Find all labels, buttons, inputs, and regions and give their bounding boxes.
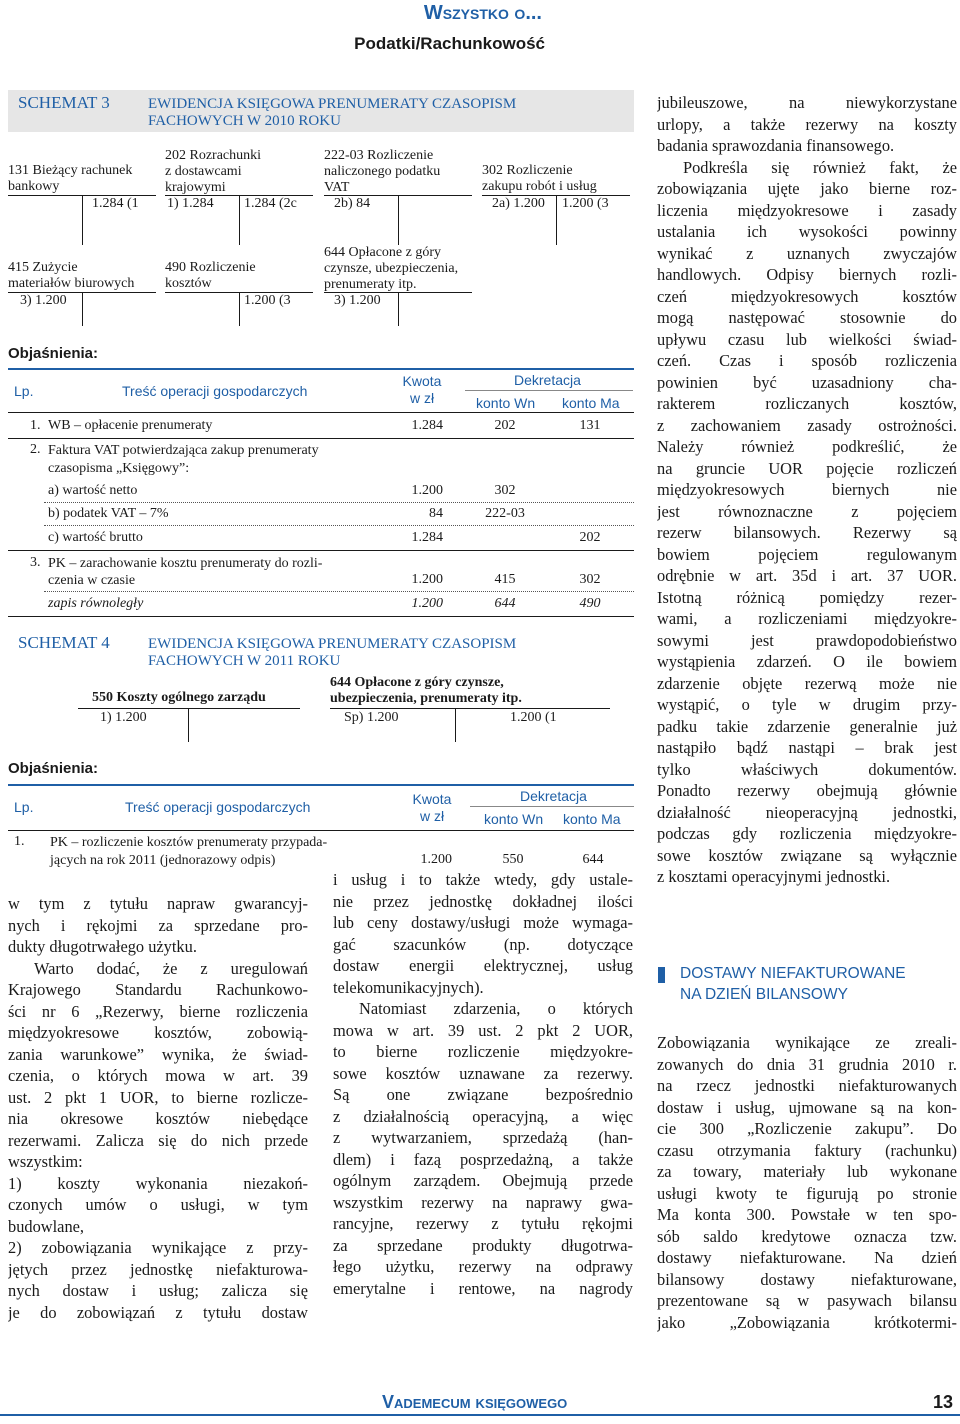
section-marker	[658, 967, 665, 983]
account-644: 644 Opłacone z góry czynsze, ubezpieczenia, prenumeraty itp.	[324, 245, 459, 292]
text-line: nie przez jednostkę dokładnej ilości	[333, 891, 633, 911]
text-line: emerytalne i rentowe, na nagrody	[333, 1278, 633, 1298]
account-644b: 644 Opłacone z góry czynsze, ubezpieczenia, prenumeraty itp.	[330, 675, 522, 706]
text-line: sowe kosztów związane są wyłącznie	[657, 845, 957, 865]
t415-debit: 3) 1.200	[20, 293, 67, 308]
t3-r2-text: Faktura VAT potwierdzająca zakup prenumeraty czasopisma „Księgowy”:	[48, 443, 319, 476]
table4-h-lp: Lp.	[14, 799, 34, 815]
account-131: 131 Bieżący rachunek bankowy	[8, 163, 133, 194]
table3-bottom-rule	[8, 616, 634, 617]
text-line: za towary, materiały lub wykonane	[657, 1162, 957, 1181]
text-line: Podkreśla się również fakt, że	[683, 157, 957, 177]
t4-r1-kwota: 1.200	[420, 852, 452, 867]
text-line: Warto dodać, że z uregulowań	[34, 958, 308, 978]
text-line: badania sprawozdania finansowego.	[657, 136, 895, 155]
t3-r1-kwota: 1.284	[411, 418, 443, 433]
text-line: z kosztami operacyjnymi jednostki.	[657, 867, 891, 886]
t-account-415-mid	[82, 292, 83, 326]
schemat3-label: SCHEMAT 3	[18, 93, 110, 112]
text-line: upływu czasu lub wielkości świad-	[657, 329, 957, 349]
schemat4-title: EWIDENCJA KSIĘGOWA PRENUMERATY CZASOPISM FACHOWYCH W 2011 ROKU	[148, 636, 517, 669]
t3-r1-lp: 1.	[30, 418, 41, 433]
t4-r1-wn: 550	[502, 852, 524, 867]
t3-r3-wn: 415	[494, 572, 516, 587]
t3-r3-text: PK – zarachowanie kosztu prenumeraty do rozli- czenia w czasie	[48, 556, 323, 588]
table4-h-wn: konto Wn	[484, 811, 544, 827]
text-line: dostaw energii elektrycznej, usług	[333, 956, 633, 975]
t202-debit: 1) 1.284	[167, 196, 214, 211]
t302-credit: 1.200 (3	[562, 196, 609, 211]
text-line: Krajowego Standardu Rachunkowo-	[8, 980, 308, 999]
t3-r2c-ma: 202	[579, 530, 601, 545]
t302-debit: 2a) 1.200	[492, 196, 545, 211]
text-line: podczas gdy rozliczenia międzyokre-	[657, 824, 957, 843]
text-line: Ma konta 300. Powstałe w ten spo-	[657, 1205, 957, 1224]
section-heading: DOSTAWY NIEFAKTUROWANE NA DZIEŃ BILANSOWY	[680, 965, 906, 1003]
t131-credit: 1.284 (1	[92, 196, 139, 211]
text-line: zowanych do dnia 31 grudnia 2010 r.	[657, 1054, 957, 1074]
table4-dek-rule	[470, 806, 634, 807]
t-account-644b-top	[330, 708, 610, 709]
text-line: na rzecz jednostki niefakturowanych	[657, 1076, 957, 1095]
t222-debit: 2b) 84	[334, 196, 371, 211]
text-line: czeń międzyokresowych kosztów	[657, 286, 957, 306]
account-490: 490 Rozliczenie kosztów	[165, 260, 256, 291]
text-line: zobowiązania ujęte jako bierne roz-	[657, 179, 957, 198]
t4-r1-lp: 1.	[14, 834, 25, 849]
text-line: usługi kwoty te figurują po stronie	[657, 1183, 957, 1203]
text-line: cie 300 „Rozliczenie zakupu”. Do	[657, 1119, 957, 1138]
t3-r3z-kwota: 1.200	[411, 596, 443, 611]
text-line: rancyjne, rezerwy z tytułu rękojmi	[333, 1214, 633, 1233]
text-line: wszystkim rezerwy na naprawy gwa-	[333, 1192, 633, 1212]
text-line: jubileuszowe, na niewykorzystane	[657, 93, 957, 112]
text-line: Istotną różnicą pomiędzy rezer-	[657, 587, 957, 607]
account-202: 202 Rozrachunki z dostawcami krajowymi	[165, 148, 262, 195]
t3-r3-kwota: 1.200	[411, 572, 443, 587]
text-line: międzyokresowe kosztów, zobowią-	[8, 1023, 308, 1042]
table3-h-ma: konto Ma	[562, 395, 620, 411]
body-column-3	[657, 92, 957, 888]
t3-r3z-ma: 490	[579, 596, 601, 611]
t3-r3-ma: 302	[579, 572, 601, 587]
table3-h-dekretacja: Dekretacja	[514, 372, 581, 388]
t-account-550-top	[78, 708, 300, 709]
text-line: prezentowane są w pasywach bilansu	[657, 1291, 957, 1310]
t3-r3z-wn: 644	[494, 596, 516, 611]
text-line: nych i rękojmi za sprzedane pro-	[8, 915, 308, 935]
text-line: i usług i to także wtedy, gdy ustale-	[333, 870, 633, 889]
text-line: wszystkim:	[8, 1152, 83, 1171]
text-line: mogą następować stosownie do	[657, 308, 957, 327]
text-line: rezerwami. Zalicza się do nich przede	[8, 1130, 308, 1150]
t3-r2b-text: b) podatek VAT – 7%	[48, 506, 169, 521]
text-line: z działalnością operacyjną, a więc	[333, 1106, 633, 1126]
t3-r2c-kwota: 1.284	[411, 530, 443, 545]
text-line: łego użytku, rezerwy na odprawy	[333, 1257, 633, 1276]
subsection-header: Podatki/Rachunkowość	[354, 34, 545, 53]
text-line: urlopy, a także rezerwy na koszty	[657, 114, 957, 134]
text-line: w tym z tytułu napraw gwarancyj-	[8, 894, 308, 913]
text-line: czenia, o których mowa w art. 39	[8, 1066, 308, 1085]
text-line: je do zobowiązań z tytułu dostaw	[8, 1302, 308, 1322]
text-line: odrębnie w art. 35d i art. 37 UOR.	[657, 566, 957, 585]
t-account-302-mid	[556, 195, 557, 245]
text-line: 2) zobowiązania wynikające z przy-	[8, 1238, 308, 1257]
table3-top-rule	[8, 368, 634, 370]
footer-rule	[0, 1414, 960, 1416]
text-line: ści nr 6 „Rezerwy, bierne rozliczenia	[8, 1001, 308, 1021]
t3-r2a-text: a) wartość netto	[48, 483, 138, 498]
t3-r2b-wn: 222-03	[485, 506, 525, 521]
t3-r2b-kwota: 84	[429, 506, 443, 521]
t202-credit: 1.284 (2c	[244, 196, 297, 211]
schemat4-objasnienia: Objaśnienia:	[8, 760, 99, 777]
t-account-202-mid	[239, 195, 240, 245]
text-line: Należy również podkreślić, że	[657, 437, 957, 456]
table3-h-wn: konto Wn	[476, 395, 536, 411]
account-302: 302 Rozliczenie zakupu robót i usług	[482, 163, 597, 194]
text-line: wynikać z uznanych zwyczajów	[657, 243, 957, 263]
text-line: mowa w art. 39 ust. 2 pkt 2 UOR,	[333, 1020, 633, 1040]
footer-title: Vademecum księgowego	[382, 1392, 568, 1412]
t644b-debit: Sp) 1.200	[344, 710, 399, 725]
text-line: czasu otrzymania faktury (rachunku)	[657, 1140, 957, 1160]
t644-debit: 3) 1.200	[334, 293, 381, 308]
text-line: wami, a rozliczeniami międzyokre-	[657, 609, 957, 628]
t-account-550-mid	[188, 708, 189, 742]
table4-h-tresc: Treść operacji gospodarczych	[125, 799, 311, 815]
t3-r1-ma: 131	[579, 418, 601, 433]
text-line: zdarzenie objęte rezerwą może nie	[657, 673, 957, 693]
t-account-490-mid	[239, 292, 240, 326]
t-account-644-mid	[398, 292, 399, 326]
text-line: Ponadto rezerwy obejmują głównie	[657, 781, 957, 800]
table4-top-rule	[8, 784, 634, 786]
t550-debit: 1) 1.200	[100, 710, 147, 725]
account-415: 415 Zużycie materiałów biurowych	[8, 260, 135, 291]
t-account-644b-mid	[455, 708, 456, 742]
text-line: czonych umów o usługi, w tym	[8, 1195, 308, 1214]
text-line: ogólnym zarządem. Obejmują przede	[333, 1171, 633, 1190]
t-account-131-mid	[82, 195, 83, 245]
t3-r3-lp: 3.	[30, 555, 41, 570]
body-column-1	[8, 893, 308, 1323]
text-line: Natomiast zdarzenia, o których	[359, 999, 633, 1018]
text-line: dukty długotrwałego użytku.	[8, 937, 197, 956]
text-line: ustalania ich wysokości powinny	[657, 222, 957, 241]
text-line: bowiem pojęciem regulowanym	[657, 544, 957, 564]
t3-r1-rule	[8, 438, 634, 439]
text-line: bilansowy dostawy niefakturowane,	[657, 1269, 957, 1289]
text-line: handlowych. Odpisy biernych rozli-	[657, 265, 957, 284]
text-line: nastąpiło bądź nastąpi – brak jest	[657, 738, 957, 757]
text-line: dlem) i fazą posprzedażną, a także	[333, 1149, 633, 1169]
section-header: Wszystko o...	[423, 2, 542, 24]
text-line: wystąpienia zdarzeń. O ile bowiem	[657, 652, 957, 671]
text-line: sób saldo kredytowe oznacza tzw.	[657, 1226, 957, 1246]
t3-r2a-wn: 302	[494, 483, 516, 498]
t3-r1-wn: 202	[494, 418, 516, 433]
text-line: to bierne rozliczenie międzyokre-	[333, 1042, 633, 1061]
text-line: budowlane,	[8, 1216, 85, 1236]
text-line: tylko właściwych dokumentów.	[657, 759, 957, 779]
text-line: jest równoznaczne z pojęciem	[657, 501, 957, 521]
table3-h-kwota: Kwota w zł	[402, 373, 442, 406]
text-line: jako „Zobowiązania krótkotermi-	[657, 1312, 957, 1332]
body-column-2	[333, 869, 633, 1299]
table4-h-ma: konto Ma	[563, 811, 621, 827]
table4-head-rule	[8, 830, 634, 831]
t-account-222-mid	[398, 195, 399, 245]
text-line: 1) koszty wykonania niezakoń-	[8, 1173, 308, 1193]
t3-r2-rule	[8, 550, 634, 551]
table4-h-dekretacja: Dekretacja	[520, 788, 587, 804]
t3-r2a-kwota: 1.200	[411, 483, 443, 498]
account-550: 550 Koszty ogólnego zarządu	[92, 690, 266, 705]
t3-r2a-rule	[44, 502, 634, 503]
table4-h-kwota: Kwota w zł	[412, 791, 452, 824]
t3-r3z-text: zapis równoległy	[48, 596, 144, 611]
text-line: dostawy niefakturowane. Na dzień	[657, 1248, 957, 1267]
body-column-3b	[657, 1032, 957, 1333]
text-line: padku takie zdarzenie generalnie już	[657, 716, 957, 736]
t3-r1-text: WB – opłacenie prenumeraty	[48, 418, 213, 433]
t4-r1-ma: 644	[582, 852, 604, 867]
text-line: nych dostaw i usług; zalicza się	[8, 1281, 308, 1300]
text-line: z zachowaniem zasady ostrożności.	[657, 415, 957, 435]
table3-h-lp: Lp.	[14, 383, 34, 399]
text-line: zania warunkowe” wynika, że świad-	[8, 1044, 308, 1064]
account-222: 222-03 Rozliczenie naliczonego podatku VAT	[324, 148, 441, 195]
text-line: ust. 2 pkt 1 UOR, to bierne rozlicze-	[8, 1087, 308, 1107]
text-line: sowe kosztów uznawane za rezerwy.	[333, 1063, 633, 1083]
text-line: wystąpić, o tyle w drugim przy-	[657, 695, 957, 714]
table3-head-rule	[8, 412, 634, 413]
text-line: rakterem rozliczanych kosztów,	[657, 394, 957, 413]
t644b-credit: 1.200 (1	[510, 710, 557, 725]
t3-r3-rule	[44, 591, 634, 592]
t3-r2b-rule	[44, 525, 634, 526]
text-line: na gruncie UOR pojęcie rozliczeń	[657, 458, 957, 478]
t3-r2-lp: 2.	[30, 442, 41, 457]
text-line: lub ceny dostawy/usługi może wymaga-	[333, 913, 633, 932]
text-line: działalność nieoperacyjną jednostki,	[657, 802, 957, 822]
text-line: sowymi jest prawdopodobieństwo	[657, 630, 957, 650]
table3-dek-rule	[465, 390, 633, 391]
table3-h-tresc: Treść operacji gospodarczych	[122, 383, 308, 399]
page-number: 13	[933, 1392, 954, 1412]
text-line: dostaw i usług, ujmowane są na kon-	[657, 1097, 957, 1117]
text-line: za sprzedane produkty długotrwa-	[333, 1235, 633, 1255]
text-line: międzyokresowych biernych nie	[657, 480, 957, 499]
t4-r1-text: PK – rozliczenie kosztów prenumeraty przypada- jących na rok 2011 (jednorazowy odpis)	[50, 835, 328, 868]
text-line: telekomunikacyjnych).	[333, 977, 484, 997]
text-line: liczenia międzyokresowe i zasady	[657, 200, 957, 220]
text-line: nia okresowe kosztów niebędące	[8, 1109, 308, 1128]
t3-r2c-text: c) wartość brutto	[48, 530, 143, 545]
text-line: czeń. Czas i sposób rozliczenia	[657, 351, 957, 370]
schemat3-title: EWIDENCJA KSIĘGOWA PRENUMERATY CZASOPISM FACHOWYCH W 2010 ROKU	[148, 96, 517, 129]
t490-credit: 1.200 (3	[244, 293, 291, 308]
text-line: Są one związane bezpośrednio	[333, 1085, 633, 1104]
schemat3-objasnienia: Objaśnienia:	[8, 345, 99, 362]
text-line: gać szacunków (np. dotyczące	[333, 934, 633, 954]
text-line: rezerw bilansowych. Rezerwy są	[657, 523, 957, 542]
text-line: z wytwarzaniem, sprzedażą (han-	[333, 1128, 633, 1147]
text-line: powinien być uzasadniony cha-	[657, 372, 957, 392]
text-line: Zobowiązania wynikające ze zreali-	[657, 1033, 957, 1052]
text-line: jętych przez jednostkę niefakturowa-	[8, 1259, 308, 1279]
schemat4-label: SCHEMAT 4	[18, 633, 110, 652]
